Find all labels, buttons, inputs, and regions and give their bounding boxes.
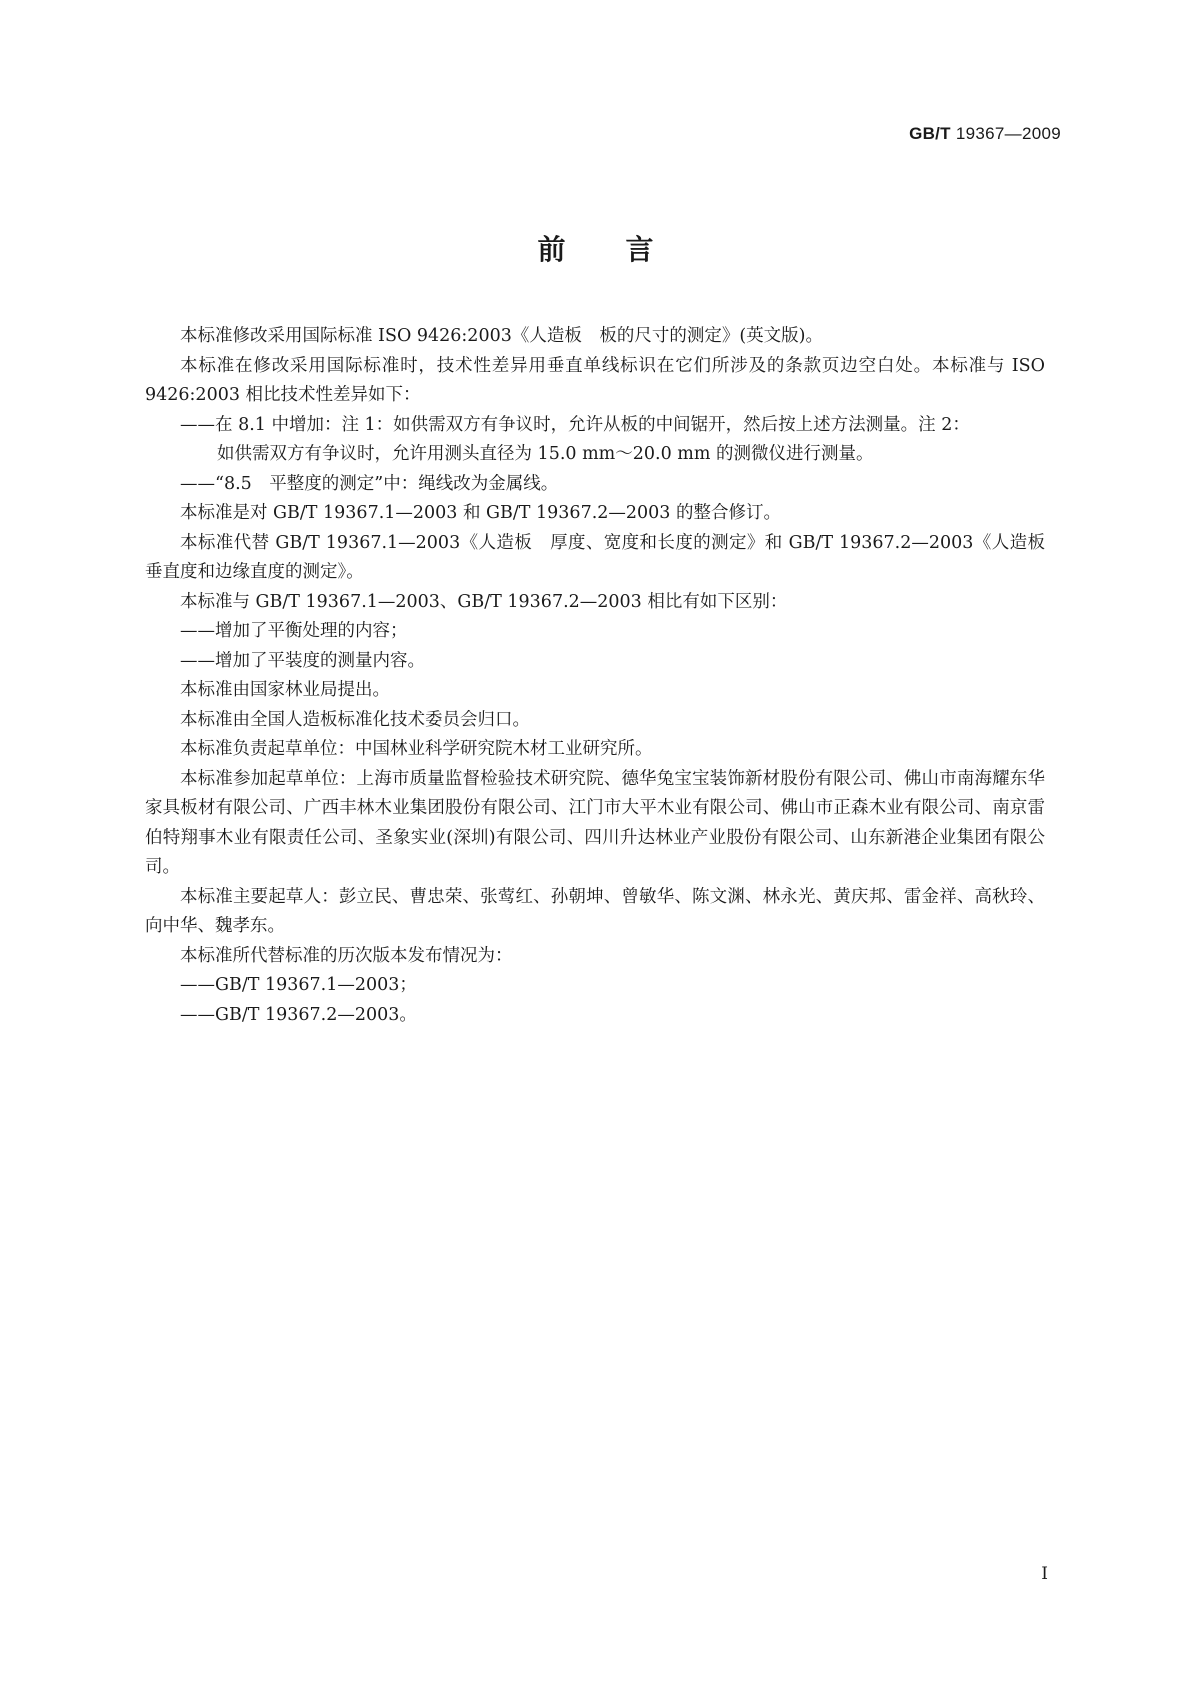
paragraph: 本标准由国家林业局提出。 — [180, 680, 390, 700]
standard-number — [909, 124, 1061, 144]
list-item: ——在 8.1 中增加：注 1：如供需双方有争议时，允许从板的中间锯开，然后按上述方法测量。注 2： — [180, 414, 970, 435]
list-item: ——增加了平衡处理的内容； — [180, 621, 408, 641]
paragraph: 本标准所代替标准的历次版本发布情况为： — [180, 945, 513, 966]
list-item-continuation: 如供需双方有争议时，允许用测头直径为 15.0 mm～20.0 mm 的测微仪进行测量。 — [217, 444, 874, 464]
paragraph: 本标准参加起草单位：上海市质量监督检验技术研究院、德华兔宝宝装饰新材股份有限公司、佛山市南海耀东华家具板材有限公司、广西丰林木业集团股份有限公司、江门市大平木业有限公司、佛山市正森木业有限公司、南京雷伯特翔事木业有限责任公司、圣象实业(深圳)有限公司、四川升达林业产业股份有限公司、山东新港企业集团有限公司。 — [145, 768, 1045, 877]
paragraph: 本标准主要起草人：彭立民、曹忠荣、张莺红、孙朝坤、曾敏华、陈文渊、林永光、黄庆邦、雷金祥、高秋玲、向中华、魏孝东。 — [145, 886, 1045, 936]
list-item: ——“8.5 平整度的测定”中：绳线改为金属线。 — [180, 473, 559, 494]
page-title: 前言 — [537, 233, 714, 266]
paragraph: 本标准是对 GB/T 19367.1—2003 和 GB/T 19367.2—2003 的整合修订。 — [180, 503, 781, 523]
paragraph: 本标准代替 GB/T 19367.1—2003《人造板 厚度、宽度和长度的测定》和 GB/T 19367.2—2003《人造板 垂直度和边缘直度的测定》。 — [145, 532, 1063, 582]
list-item: ——GB/T 19367.1—2003； — [180, 975, 417, 995]
paragraph: 本标准在修改采用国际标准时，技术性差异用垂直单线标识在它们所涉及的条款页边空白处。本标准与 ISO 9426:2003 相比技术性差异如下： — [145, 355, 1045, 405]
standard-code-prefix: GB/T — [909, 124, 951, 143]
paragraph: 本标准修改采用国际标准 ISO 9426:2003《人造板 板的尺寸的测定》(英文版)。 — [180, 326, 823, 346]
page-number: I — [1041, 1564, 1048, 1584]
standard-code-number: 19367—2009 — [955, 124, 1061, 143]
paragraph: 本标准负责起草单位：中国林业科学研究院木材工业研究所。 — [180, 739, 653, 759]
list-item: ——增加了平装度的测量内容。 — [180, 650, 425, 671]
foreword-body — [145, 322, 1063, 1030]
paragraph: 本标准与 GB/T 19367.1—2003、GB/T 19367.2—2003 相比有如下区别： — [180, 591, 788, 612]
paragraph: 本标准由全国人造板标准化技术委员会归口。 — [180, 709, 530, 730]
list-item: ——GB/T 19367.2—2003。 — [180, 1004, 417, 1025]
